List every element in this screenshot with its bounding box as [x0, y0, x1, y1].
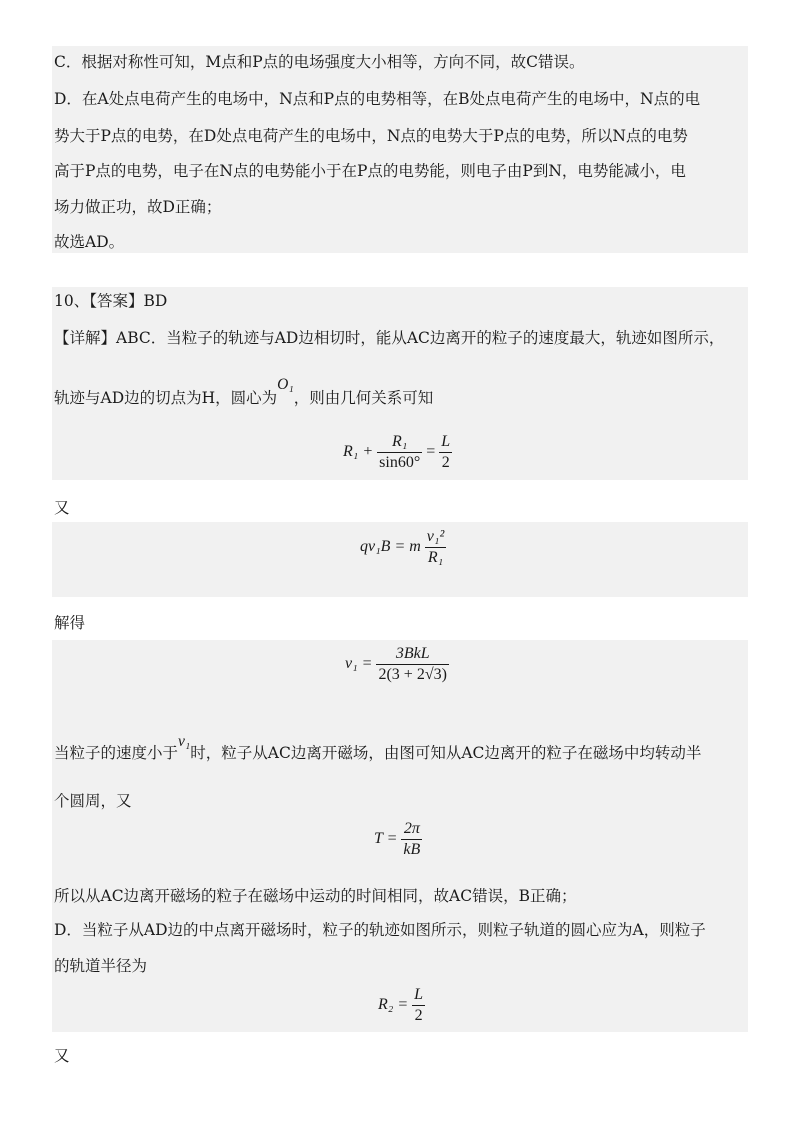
eq5-denominator: 2: [414, 1007, 423, 1024]
time-conclusion: 所以从AC边离开磁场的粒子在磁场中运动的时间相同，故AC错误，B正确；: [54, 887, 577, 905]
option-d-q10-line-2: 的轨道半径为: [54, 957, 148, 975]
eq4-fraction: [401, 820, 422, 859]
detail-2-prefix: 轨迹与AD边的切点为H，圆心为: [54, 389, 278, 407]
eq1-denominator: sin60°: [379, 454, 421, 471]
velocity-line-2: 个圆周，又: [54, 792, 132, 810]
eq5-numerator: L: [412, 986, 425, 1006]
eq5-fraction: [412, 986, 425, 1025]
o1-symbol: O₁: [277, 376, 294, 393]
eq3-denominator: 2(3 + 2√3): [378, 666, 447, 683]
detail-2-suffix: ，则由几何关系可知: [293, 389, 434, 407]
you-label-1: 又: [54, 499, 70, 517]
eq4-denominator: kB: [403, 841, 421, 858]
eq1-rhs-fraction: [439, 433, 452, 472]
eq5-lhs: R₂ =: [378, 996, 409, 1014]
eq4-numerator: 2π: [401, 820, 422, 840]
you-label-2: 又: [54, 1047, 70, 1065]
question-10-detail-1: 【详解】ABC．当粒子的轨迹与AD边相切时，能从AC边离开的粒子的速度最大，轨迹如图所示，: [54, 329, 725, 347]
eq2-lhs: qv₁B = m: [360, 538, 421, 556]
velocity-suffix: 时，粒子从AC边离开磁场，由图可知从AC边离开的粒子在磁场中均转动半: [190, 744, 702, 762]
eq2-numerator: v₁²: [425, 528, 446, 548]
eq1-lhs: R₁ +: [343, 443, 374, 461]
option-d-line-2: 势大于P点的电势，在D处点电荷产生的电场中，N点的电势大于P点的电势，所以N点的电势: [54, 127, 688, 145]
velocity-line: [54, 733, 752, 764]
option-d-q10-line-1: D．当粒子从AD边的中点离开磁场时，粒子的轨迹如图所示，则粒子轨道的圆心应为A，则粒子: [54, 921, 706, 939]
shaded-block-cd: [52, 46, 748, 253]
question-10-detail-2: [54, 376, 752, 409]
equation-5: [378, 986, 425, 1025]
equation-2: [360, 528, 446, 567]
eq1-numerator: R₁: [377, 433, 422, 453]
option-d-line-4: 场力做正功，故D正确；: [54, 198, 222, 216]
eq1-equals: =: [426, 443, 436, 461]
eq3-numerator: 3BkL: [376, 645, 448, 665]
eq2-fraction: [425, 528, 446, 567]
jiede-label: 解得: [54, 614, 86, 632]
equation-3: [345, 645, 449, 684]
option-c-line: C．根据对称性可知，M点和P点的电场强度大小相等，方向不同，故C错误。: [54, 53, 585, 71]
equation-1: [343, 433, 452, 472]
eq4-lhs: T =: [374, 830, 398, 848]
option-d-line-1: D．在A处点电荷产生的电场中，N点和P点的电势相等，在B处点电荷产生的电场中，N点的电: [54, 90, 701, 108]
equation-4: [374, 820, 422, 859]
option-d-line-5: 故选AD。: [54, 233, 125, 251]
eq1-rhs-denominator: 2: [441, 454, 450, 471]
velocity-prefix: 当粒子的速度小于: [54, 744, 179, 762]
eq1-rhs-numerator: L: [439, 433, 452, 453]
eq1-fraction: [377, 433, 422, 472]
eq2-denominator: R₁: [427, 549, 444, 566]
v1-symbol: v₁: [178, 733, 191, 750]
question-10-answer: 10、【答案】BD: [54, 292, 168, 310]
eq3-fraction: [376, 645, 448, 684]
option-d-line-3: 高于P点的电势，电子在N点的电势能小于在P点的电势能，则电子由P到N，电势能减小，电: [54, 162, 686, 180]
eq3-lhs: v₁ =: [345, 655, 373, 673]
